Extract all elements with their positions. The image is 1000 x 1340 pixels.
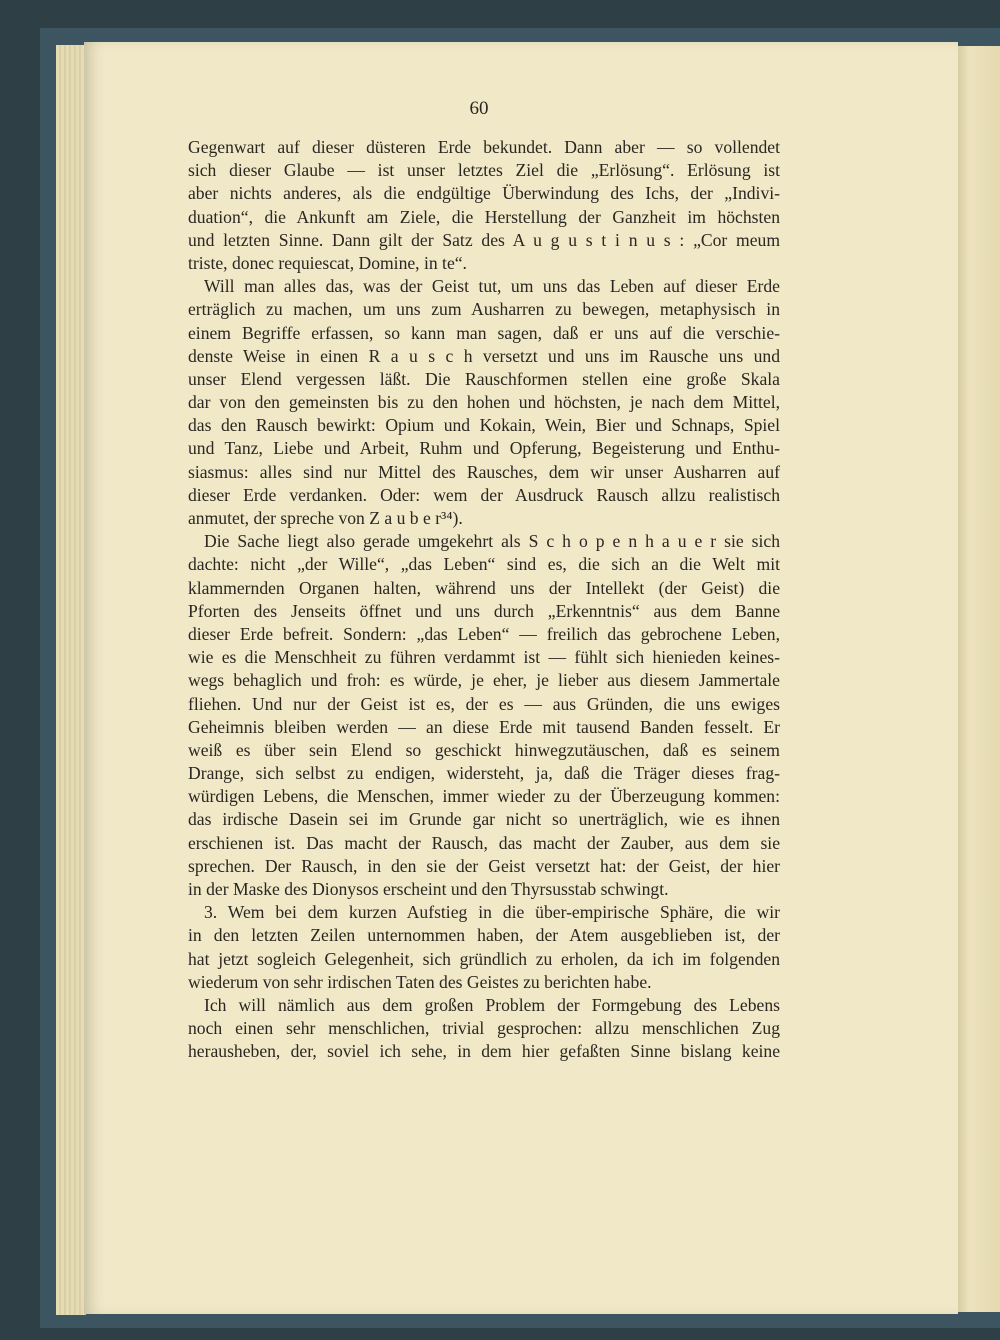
text-line: wiederum von sehr irdischen Taten des Geistes zu berichten habe.: [188, 971, 652, 992]
text-line: das irdische Dasein sei im Grunde gar nicht so unerträglich, wie es ihnen: [188, 809, 780, 830]
text-line: fliehen. Und nur der Geist ist es, der es — aus Gründen, die uns ewiges: [188, 693, 780, 714]
text-line: Pforten des Jenseits öffnet und uns durch „Erkenntnis“ aus dem Banne: [188, 600, 780, 621]
text-line: siasmus: alles sind nur Mittel des Rausches, dem wir unser Ausharren auf: [188, 461, 780, 482]
text-line: denste Weise in einen R a u s c h versetzt und uns im Rausche uns und: [188, 345, 780, 366]
text-line: und Tanz, Liebe und Arbeit, Ruhm und Opferung, Begeisterung und Enthu-: [188, 438, 780, 459]
text-line: Ich will nämlich aus dem großen Problem der Formgebung des Lebens: [204, 994, 780, 1015]
text-line: Will man alles das, was der Geist tut, um uns das Leben auf dieser Erde: [204, 276, 780, 297]
text-line: sich dieser Glaube — ist unser letztes Ziel die „Erlösung“. Erlösung ist: [188, 160, 780, 181]
text-line: dieser Erde befreit. Sondern: „das Leben“ — freilich das gebrochene Leben,: [188, 623, 780, 644]
text-line: einem Begriffe erfassen, so kann man sagen, daß er uns auf die verschie-: [188, 322, 780, 343]
text-line: wegs behaglich und froh: es würde, je eher, je lieber aus diesem Jammertale: [188, 670, 780, 691]
text-line: herausheben, der, soviel ich sehe, in dem hier gefaßten Sinne bislang keine: [188, 1041, 780, 1062]
text-line: hat jetzt sogleich Gelegenheit, sich gründlich zu erholen, da ich im folgenden: [188, 948, 780, 969]
text-line: unser Elend vergessen läßt. Die Rauschformen stellen eine große Skala: [188, 368, 780, 389]
text-line: dieser Erde verdanken. Oder: wem der Ausdruck Rausch allzu realistisch: [188, 484, 780, 505]
text-line: duation“, die Ankunft am Ziele, die Herstellung der Ganzheit im höchsten: [188, 206, 780, 227]
text-line: würdigen Lebens, die Menschen, immer wieder zu der Überzeugung kommen:: [188, 786, 780, 807]
text-line: und letzten Sinne. Dann gilt der Satz des A u g u s t i n u s : „Cor meum: [188, 229, 780, 250]
text-line: sprechen. Der Rausch, in den sie der Geist versetzt hat: der Geist, der hier: [188, 855, 780, 876]
facing-page-edge: [958, 46, 1000, 1312]
text-line: aber nichts anderes, als die endgültige Überwindung des Ichs, der „Indivi-: [188, 183, 780, 204]
text-line: 3. Wem bei dem kurzen Aufstieg in die über-empirische Sphäre, die wir: [204, 902, 780, 923]
body-text: [188, 136, 780, 1064]
text-line: dachte: nicht „der Wille“, „das Leben“ sind es, die sich an die Welt mit: [188, 554, 780, 575]
text-line: wie es die Menschheit zu führen verdammt ist — fühlt sich hienieden keines-: [188, 647, 780, 668]
page-number: 60: [469, 98, 489, 119]
text-line: Geheimnis bleiben werden — an diese Erde mit tausend Banden fesselt. Er: [188, 716, 780, 737]
text-line: in den letzten Zeilen unternommen haben, der Atem ausgeblieben ist, der: [188, 925, 780, 946]
text-line: das den Rausch bewirkt: Opium und Kokain, Wein, Bier und Schnaps, Spiel: [188, 415, 780, 436]
text-line: klammernden Organen halten, während uns der Intellekt (der Geist) die: [188, 577, 780, 598]
text-line: Drange, sich selbst zu endigen, widersteht, ja, daß die Träger dieses frag-: [188, 763, 780, 784]
text-line: Die Sache liegt also gerade umgekehrt als S c h o p e n h a u e r sie sich: [204, 531, 780, 552]
text-line: dar von den gemeinsten bis zu den hohen und höchsten, je nach dem Mittel,: [188, 392, 780, 413]
text-line: weiß es über sein Elend so geschickt hinwegzutäuschen, daß es seinem: [188, 739, 780, 760]
text-line: triste, donec requiescat, Domine, in te“.: [188, 252, 467, 273]
page-edges: [56, 45, 86, 1315]
text-line: Gegenwart auf dieser düsteren Erde bekundet. Dann aber — so vollendet: [188, 137, 780, 157]
text-line: in der Maske des Dionysos erscheint und den Thyrsusstab schwingt.: [188, 879, 669, 899]
text-line: erträglich zu machen, um uns zum Ausharren zu bewegen, metaphysisch in: [188, 299, 780, 320]
text-line: noch einen sehr menschlichen, trivial gesprochen: allzu menschlichen Zug: [188, 1018, 780, 1039]
text-line: erschienen ist. Das macht der Rausch, das macht der Zauber, aus dem sie: [188, 832, 780, 853]
text-line: anmutet, der spreche von Z a u b e r³⁴).: [188, 508, 463, 528]
